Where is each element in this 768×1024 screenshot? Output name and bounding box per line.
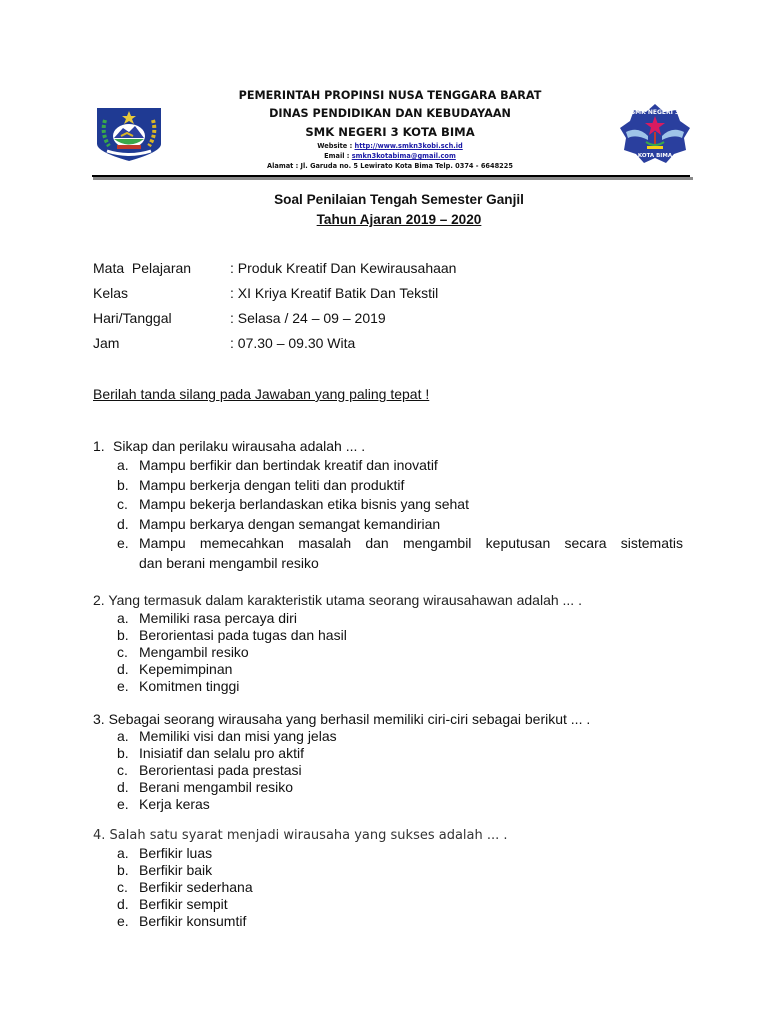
question-number: 3.: [93, 711, 105, 727]
option-text: Mampu berkarya dengan semangat kemandirian: [139, 515, 441, 532]
option-text: Berfikir konsumtif: [139, 913, 247, 929]
info-label: Jam: [93, 335, 120, 351]
option-letter: a.: [117, 610, 129, 626]
option-text: Berfikir luas: [139, 845, 213, 861]
answer-option[interactable]: [93, 456, 683, 476]
option-letter: b.: [117, 476, 129, 493]
option-text: Berorientasi pada prestasi: [139, 762, 302, 778]
option-text: Mampu berfikir dan bertindak kreatif dan inovatif: [139, 457, 438, 473]
answer-option[interactable]: [93, 862, 683, 879]
answer-option[interactable]: [93, 495, 683, 515]
option-letter: e.: [117, 913, 129, 929]
letterhead-divider-shadow: [93, 177, 693, 180]
answer-option[interactable]: [93, 913, 683, 930]
letterhead-department: DINAS PENDIDIKAN DAN KEBUDAYAAN: [269, 107, 511, 120]
option-text: Berorientasi pada tugas dan hasil: [139, 627, 347, 643]
answer-option[interactable]: [93, 728, 683, 745]
option-letter: b.: [117, 745, 129, 761]
info-value: : XI Kriya Kreatif Batik Dan Tekstil: [230, 285, 439, 301]
answer-options: [93, 610, 683, 695]
question-stem: [93, 827, 683, 845]
question-number: 1.: [93, 438, 105, 454]
answer-option[interactable]: [93, 762, 683, 779]
exam-title: Soal Penilaian Tengah Semester Ganjil: [274, 192, 524, 207]
option-letter: c.: [117, 644, 128, 660]
question-2: [93, 590, 683, 695]
option-text: Berfikir baik: [139, 862, 213, 878]
option-letter: a.: [117, 728, 129, 744]
answer-option[interactable]: [93, 845, 683, 862]
option-letter: b.: [117, 862, 129, 878]
question-text: Yang termasuk dalam karakteristik utama seorang wirausahawan adalah ... .: [108, 592, 582, 608]
email-link[interactable]: smkn3kotabima@gmail.com: [351, 152, 456, 160]
academic-year-text: Tahun Ajaran 2019 – 2020: [316, 212, 482, 227]
option-letter: e.: [117, 678, 129, 694]
answer-option[interactable]: [93, 796, 683, 813]
academic-year: [0, 212, 768, 227]
question-stem: [93, 436, 683, 456]
question-4: [93, 827, 683, 930]
question-text: Sikap dan perilaku wirausaha adalah ... .: [113, 438, 366, 454]
option-letter: d.: [117, 515, 129, 532]
answer-option[interactable]: [93, 745, 683, 762]
letterhead-address: Alamat : Jl. Garuda no. 5 Lewirato Kota Bima Telp. 0374 - 6648225: [267, 162, 513, 170]
info-label: Kelas: [93, 285, 129, 301]
answer-option[interactable]: [93, 476, 683, 496]
option-text: Kepemimpinan: [139, 661, 233, 677]
option-text: Memiliki visi dan misi yang jelas: [139, 728, 337, 744]
emblem-bottom-text: KOTA BIMA: [637, 153, 673, 159]
answer-option[interactable]: [93, 896, 683, 913]
answer-option[interactable]: [93, 534, 683, 573]
option-letter: c.: [117, 879, 128, 895]
option-text: Mengambil resiko: [139, 644, 249, 660]
info-value: : 07.30 – 09.30 Wita: [230, 335, 356, 351]
question-number: 4.: [93, 828, 106, 843]
option-text: Inisiatif dan selalu pro aktif: [139, 745, 304, 761]
option-letter: d.: [117, 661, 129, 677]
smk-negeri-3-kota-bima-emblem-icon: [618, 102, 692, 164]
option-text: Komitmen tinggi: [139, 678, 240, 694]
answer-option[interactable]: [93, 515, 683, 535]
instruction: Berilah tanda silang pada Jawaban yang paling tepat !: [93, 386, 430, 402]
option-text: Mampu memecahkan masalah dan mengambil keputusan secara sistematis: [139, 535, 683, 551]
option-letter: c.: [117, 496, 128, 512]
letterhead: [90, 86, 690, 176]
answer-option[interactable]: [93, 678, 683, 695]
question-text: Sebagai seorang wirausaha yang berhasil memiliki ciri-ciri sebagai berikut ... .: [108, 711, 591, 727]
option-letter: e.: [117, 796, 129, 812]
answer-option[interactable]: [93, 779, 683, 796]
option-letter: d.: [117, 896, 129, 912]
option-letter: c.: [117, 762, 128, 778]
info-label: Mata Pelajaran: [93, 260, 192, 276]
option-text: Kerja keras: [139, 796, 210, 812]
info-value: : Produk Kreatif Dan Kewirausahaan: [230, 260, 457, 276]
answer-options: [93, 728, 683, 813]
option-text: Berfikir sempit: [139, 896, 228, 912]
letterhead-website: [90, 142, 690, 150]
option-text: Mampu berkerja dengan teliti dan produktif: [139, 476, 405, 493]
option-text-continued: dan berani mengambil resiko: [139, 554, 319, 571]
option-letter: b.: [117, 627, 129, 643]
website-link[interactable]: http://www.smkn3kobi.sch.id: [354, 142, 463, 150]
question-text: Salah satu syarat menjadi wirausaha yang sukses adalah ... .: [109, 828, 508, 843]
website-label: Website :: [317, 142, 355, 150]
question-stem: [93, 710, 683, 728]
question-number: 2.: [93, 592, 105, 608]
question-1: [93, 436, 683, 573]
option-letter: d.: [117, 779, 129, 795]
email-label: Email :: [324, 152, 352, 160]
option-text: Memiliki rasa percaya diri: [139, 610, 297, 626]
letterhead-government: PEMERINTAH PROPINSI NUSA TENGGARA BARAT: [238, 89, 542, 102]
letterhead-email: [90, 152, 690, 160]
option-letter: a.: [117, 457, 129, 473]
info-value: : Selasa / 24 – 09 – 2019: [230, 310, 386, 326]
answer-option[interactable]: [93, 879, 683, 896]
option-text: Mampu bekerja berlandaskan etika bisnis yang sehat: [139, 496, 469, 512]
answer-option[interactable]: [93, 661, 683, 678]
emblem-top-text: SMK NEGERI 3: [630, 109, 680, 116]
answer-option[interactable]: [93, 610, 683, 627]
info-label: Hari/Tanggal: [93, 310, 172, 326]
letterhead-school-name: SMK NEGERI 3 KOTA BIMA: [305, 125, 475, 139]
answer-option[interactable]: [93, 644, 683, 661]
answer-options: [93, 456, 683, 573]
option-text: Berani mengambil resiko: [139, 779, 294, 795]
option-letter: a.: [117, 845, 129, 861]
question-3: [93, 710, 683, 813]
answer-options: [93, 845, 683, 930]
option-letter: e.: [117, 535, 129, 551]
answer-option[interactable]: [93, 627, 683, 644]
question-stem: [93, 590, 683, 610]
option-text: Berfikir sederhana: [139, 879, 253, 895]
